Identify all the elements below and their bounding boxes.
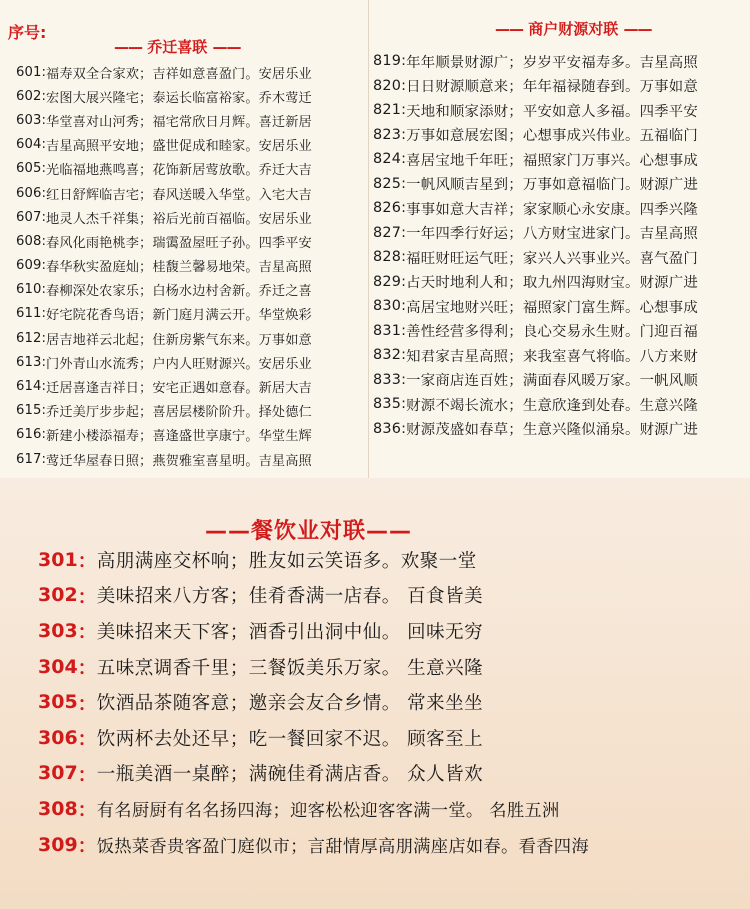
couplet-text: 美味招来天下客；酒香引出洞中仙。 回味无穷 [96,621,484,643]
couplet-number: 827 [373,224,402,241]
couplet-separator: : [401,420,407,437]
couplet-separator: : [41,209,47,225]
couplet-number: 602 [16,88,42,104]
couplet-separator: : [41,258,47,274]
couplet-number: 614 [16,379,42,395]
couplet-number: 831 [373,322,402,339]
couplet-separator: : [41,233,47,249]
couplet-separator: ： [77,728,97,751]
couplet-number: 835 [373,396,402,413]
couplet-item [369,98,750,123]
couplet-text: 福旺财旺运气旺；家兴人兴事业兴。喜气盈门 [406,250,698,267]
merchant-title: —— 商户财源对联 —— [495,20,652,38]
couplet-text: 饭热菜香贵客盈门庭似市；言甜情厚高朋满座店如春。看香四海 [96,837,589,858]
couplet-text: 美味招来八方客；佳肴香满一店春。 百食皆美 [96,586,484,608]
couplet-separator: : [401,273,407,290]
couplet-separator: : [41,88,47,104]
couplet-text: 福寿双全合家欢；吉祥如意喜盈门。安居乐业 [46,66,312,82]
couplet-text: 莺迁华屋春日照；燕贺雅室喜星明。吉星高照 [46,453,312,469]
couplet-number: 609 [16,258,42,274]
couplet-item [0,613,750,649]
couplet-item [0,157,368,181]
couplet-separator: : [401,371,407,388]
couplet-separator: : [41,306,47,322]
couplet-number: 306 [38,726,78,749]
couplet-number: 603 [16,112,42,128]
couplet-item [0,374,368,398]
couplet-text: 知君家吉星高照；来我室喜气将临。八方来财 [406,348,698,365]
couplet-separator: ： [77,585,97,608]
couplet-separator: : [41,282,47,298]
couplet-separator: ： [77,835,97,858]
housewarming-list [0,60,368,471]
couplet-text: 有名厨厨有名名扬四海；迎客松松迎客客满一堂。 名胜五洲 [96,801,560,822]
couplet-text: 高朋满座交杯响；胜友如云笑语多。欢聚一堂 [96,550,477,572]
couplet-text: 红日舒辉临吉宅；春风送暖入华堂。入宅大吉 [46,187,312,203]
couplet-separator: ： [77,692,97,715]
couplet-number: 601 [16,64,42,80]
couplet-number: 612 [16,330,42,346]
couplet-number: 824 [373,151,402,168]
couplet-text: 迁居喜逢吉祥日；安宅正遇如意春。新居大吉 [46,381,312,397]
couplet-number: 820 [373,77,402,94]
couplet-item [0,649,750,685]
couplet-item [369,172,750,197]
couplet-item [0,447,368,471]
couplet-number: 825 [373,175,402,192]
couplet-item [369,294,750,319]
couplet-separator: : [41,64,47,80]
couplet-separator: : [41,137,47,153]
couplet-separator: ： [77,799,97,822]
merchant-panel [368,0,750,478]
couplet-separator: : [401,102,407,119]
couplet-separator: : [41,427,47,443]
couplet-item [369,270,750,295]
couplet-item [0,326,368,350]
couplet-text: 一家商店连百姓；满面春风暖万家。一帆风顺 [406,373,698,390]
couplet-text: 地灵人杰千祥集；裕后光前百福临。安居乐业 [46,211,312,227]
couplet-item [369,123,750,148]
couplet-separator: : [41,112,47,128]
couplet-number: 836 [373,420,402,437]
couplet-item [0,302,368,326]
couplet-number: 604 [16,137,42,153]
couplet-item [0,791,750,827]
restaurant-list [0,542,750,862]
couplet-separator: : [401,53,407,70]
couplet-number: 304 [38,655,78,678]
couplet-item [0,756,750,792]
couplet-number: 613 [16,354,42,370]
seq-label: 序号: [8,23,47,42]
couplet-item [369,392,750,417]
couplet-separator: ： [77,550,97,573]
couplet-separator: : [401,151,407,168]
couplet-item [0,542,750,578]
couplet-number: 819 [373,53,402,70]
couplet-number: 828 [373,249,402,266]
couplet-number: 608 [16,233,42,249]
couplet-separator: : [401,298,407,315]
couplet-text: 万事如意展宏图；心想事成兴伟业。五福临门 [406,128,698,145]
couplet-number: 605 [16,161,42,177]
couplet-text: 喜居宝地千年旺；福照家门万事兴。心想事成 [406,152,698,169]
couplet-separator: : [401,126,407,143]
couplet-text: 年年顺景财源广；岁岁平安福寿多。吉星高照 [406,54,698,71]
couplet-text: 华堂喜对山河秀；福宅常欣日月辉。喜迁新居 [46,114,312,130]
couplet-text: 一瓶美酒一桌醉；满碗佳肴满店香。 众人皆欢 [96,764,484,786]
couplet-text: 天地和顺家添财；平安如意人多福。四季平安 [406,103,698,120]
couplet-separator: : [41,451,47,467]
couplet-number: 826 [373,200,402,217]
couplet-number: 309 [38,833,78,856]
couplet-item [0,423,368,447]
couplet-item [369,368,750,393]
couplet-number: 821 [373,102,402,119]
couplet-text: 春华秋实盈庭灿；桂馥兰馨易地荣。吉星高照 [46,260,312,276]
couplet-separator: : [401,322,407,339]
couplet-text: 宏图大展兴隆宅；泰运长临富裕家。乔木莺迁 [46,90,312,106]
couplet-separator: : [41,161,47,177]
couplet-item [0,278,368,302]
housewarming-title: —— 乔迁喜联 —— [114,38,241,56]
couplet-separator: : [41,403,47,419]
couplet-item [369,319,750,344]
couplet-text: 饮酒品茶随客意；邀亲会友合乡情。 常来坐坐 [96,693,484,715]
couplet-number: 615 [16,403,42,419]
couplet-text: 春柳深处农家乐；白杨水边村舍新。乔迁之喜 [46,284,312,300]
couplet-item [0,578,750,614]
couplet-text: 饮两杯去处还早；吃一餐回家不迟。 顾客至上 [96,728,484,750]
couplet-item [0,350,368,374]
couplet-number: 303 [38,619,78,642]
couplet-separator: ： [77,763,97,786]
couplet-text: 新建小楼添福寿；喜逢盛世享康宁。华堂生辉 [46,429,312,445]
couplet-number: 830 [373,298,402,315]
couplet-item [0,720,750,756]
couplet-text: 一年四季行好运；八方财宝进家门。吉星高照 [406,226,698,243]
couplet-separator: : [41,379,47,395]
couplet-number: 308 [38,797,78,820]
couplet-separator: ： [77,657,97,680]
couplet-number: 606 [16,185,42,201]
couplet-number: 607 [16,209,42,225]
couplet-item [0,399,368,423]
couplet-number: 829 [373,273,402,290]
couplet-item [369,221,750,246]
couplet-item [0,181,368,205]
housewarming-panel [0,0,368,478]
couplet-separator: : [401,175,407,192]
couplet-item [0,108,368,132]
couplet-separator: : [41,330,47,346]
couplet-item [0,684,750,720]
couplet-number: 302 [38,584,78,607]
couplet-text: 门外青山水流秀；户内人旺财源兴。安居乐业 [46,356,312,372]
couplet-number: 616 [16,427,42,443]
couplet-separator: ： [77,621,97,644]
couplet-text: 乔迁美厅步步起；喜居层楼阶阶升。择处德仁 [46,405,312,421]
couplet-item [369,49,750,74]
couplet-text: 事事如意大吉祥；家家顺心永安康。四季兴隆 [406,201,698,218]
couplet-item [0,827,750,863]
couplet-separator: : [401,249,407,266]
couplet-item [369,147,750,172]
couplet-number: 307 [38,762,78,785]
couplet-text: 好宅院花香鸟语；新门庭月满云开。华堂焕彩 [46,308,312,324]
couplet-separator: : [41,354,47,370]
couplet-text: 财源茂盛如春草；生意兴隆似涌泉。财源广进 [406,422,698,439]
couplet-text: 高居宝地财兴旺；福照家门富生辉。心想事成 [406,299,698,316]
couplet-item [0,205,368,229]
couplet-text: 居吉地祥云北起；住新房紫气东来。万事如意 [46,332,312,348]
couplet-text: 一帆风顺吉星到；万事如意福临门。财源广进 [406,177,698,194]
couplet-text: 占天时地利人和；取九州四海财宝。财源广进 [406,275,698,292]
couplet-number: 305 [38,691,78,714]
couplet-item [0,229,368,253]
couplet-separator: : [401,77,407,94]
couplet-item [369,417,750,442]
couplet-item [369,245,750,270]
couplet-separator: : [401,224,407,241]
couplet-item [369,74,750,99]
couplet-number: 833 [373,371,402,388]
couplet-item [0,133,368,157]
restaurant-title: ——餐饮业对联—— [205,519,413,544]
couplet-item [0,60,368,84]
couplet-number: 823 [373,126,402,143]
couplet-text: 光临福地燕鸣喜；花饰新居莺放歌。乔迁大吉 [46,163,312,179]
couplet-text: 吉星高照平安地；盛世促成和睦家。安居乐业 [46,139,312,155]
couplet-text: 春风化雨艳桃李；瑞霭盈屋旺子孙。四季平安 [46,235,312,251]
couplet-separator: : [401,396,407,413]
couplet-number: 611 [16,306,42,322]
couplet-separator: : [401,347,407,364]
couplet-item [0,254,368,278]
couplet-number: 832 [373,347,402,364]
couplet-text: 日日财源顺意来；年年福禄随春到。万事如意 [406,79,698,96]
couplet-separator: : [41,185,47,201]
couplet-text: 善性经营多得利；良心交易永生财。门迎百福 [406,324,698,341]
couplet-number: 301 [38,548,78,571]
couplet-separator: : [401,200,407,217]
couplet-number: 610 [16,282,42,298]
merchant-list [369,49,750,441]
couplet-item [369,343,750,368]
couplet-text: 五味烹调香千里；三餐饭美乐万家。 生意兴隆 [96,657,484,679]
couplet-text: 财源不竭长流水；生意欣逢到处春。生意兴隆 [406,397,698,414]
couplet-number: 617 [16,451,42,467]
restaurant-panel [0,478,750,909]
couplet-item [369,196,750,221]
couplet-item [0,84,368,108]
